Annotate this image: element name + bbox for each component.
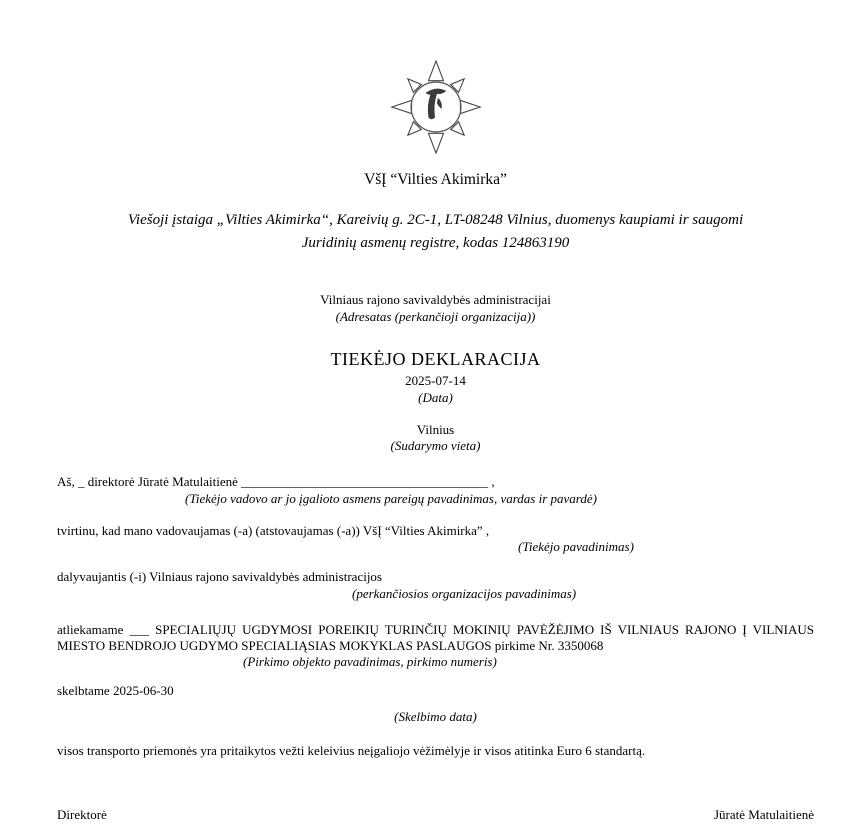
addressee-note: (Adresatas (perkančioji organizacija)) <box>335 308 536 324</box>
title-block <box>57 349 814 406</box>
logo-container <box>57 60 814 154</box>
declarant-note: (Tiekėjo vadovo ar jo įgalioto asmens pareigų pavadinimas, vardas ir pavardė) <box>185 490 597 506</box>
contracting-org-line: dalyvaujantis (-i) Vilniaus rajono savivaldybės administracijos <box>57 569 382 585</box>
org-info-line1: Viešoji įstaiga „Vilties Akimirka“, Kareivių g. 2C-1, LT-08248 Vilnius, duomenys kaupiami ir saugomi <box>127 212 744 229</box>
sun-emblem-icon <box>389 60 483 154</box>
org-info <box>57 209 814 254</box>
announcement-note: (Skelbimo data) <box>394 708 477 724</box>
statement-line: visos transporto priemonės yra pritaikytos vežti keleivius neįgaliojo vėžimėlyje ir visos atitinka Euro 6 standartą. <box>57 743 646 759</box>
procurement-note: (Pirkimo objekto pavadinimas, pirkimo numeris) <box>243 654 497 670</box>
paragraph-contracting-org <box>57 569 814 602</box>
addressee-block <box>57 292 814 325</box>
paragraph-procurement <box>57 622 814 671</box>
paragraph-statement <box>57 743 814 759</box>
place-name: Vilnius <box>416 421 455 437</box>
supplier-line: tvirtinu, kad mano vadovaujamas (-a) (atstovaujamas (-a)) VšĮ “Vilties Akimirka” , <box>57 522 490 538</box>
announcement-line: skelbtame 2025-06-30 <box>57 682 174 698</box>
document-title: TIEKĖJO DEKLARACIJA <box>330 348 541 369</box>
paragraph-announcement <box>57 683 814 726</box>
place-block <box>57 422 814 455</box>
addressee-name: Vilniaus rajono savivaldybės administracijai <box>320 292 551 308</box>
declarant-line: Aš, _ direktorė Jūratė Matulaitienė ______________________________________ , <box>57 474 495 490</box>
paragraph-supplier <box>57 523 814 556</box>
supplier-note: (Tiekėjo pavadinimas) <box>518 539 634 555</box>
org-info-line2: Juridinių asmenų registre, kodas 124863190 <box>301 234 570 251</box>
date-note: (Data) <box>418 389 453 405</box>
org-name: VšĮ “Vilties Akimirka” <box>364 171 507 188</box>
signature-row <box>57 807 814 823</box>
place-note: (Sudarymo vieta) <box>390 438 481 454</box>
contracting-org-note: (perkančiosios organizacijos pavadinimas) <box>352 585 577 601</box>
paragraph-declarant <box>57 474 814 507</box>
signer-name: Jūratė Matulaitienė <box>714 807 814 823</box>
document-date: 2025-07-14 <box>405 373 466 389</box>
procurement-line: atliekamame ___ SPECIALIŲJŲ UGDYMOSI POREIKIŲ TURINČIŲ MOKINIŲ PAVĖŽĖJIMO IŠ VILNIAUS RAJONO Į VILNIAUS MIESTO BENDROJO UGDYMO SPECIALIĄSIAS MOKYKLAS PASLAUGOS pirkime Nr. 3350068 <box>57 621 814 654</box>
signer-position: Direktorė <box>57 807 107 823</box>
